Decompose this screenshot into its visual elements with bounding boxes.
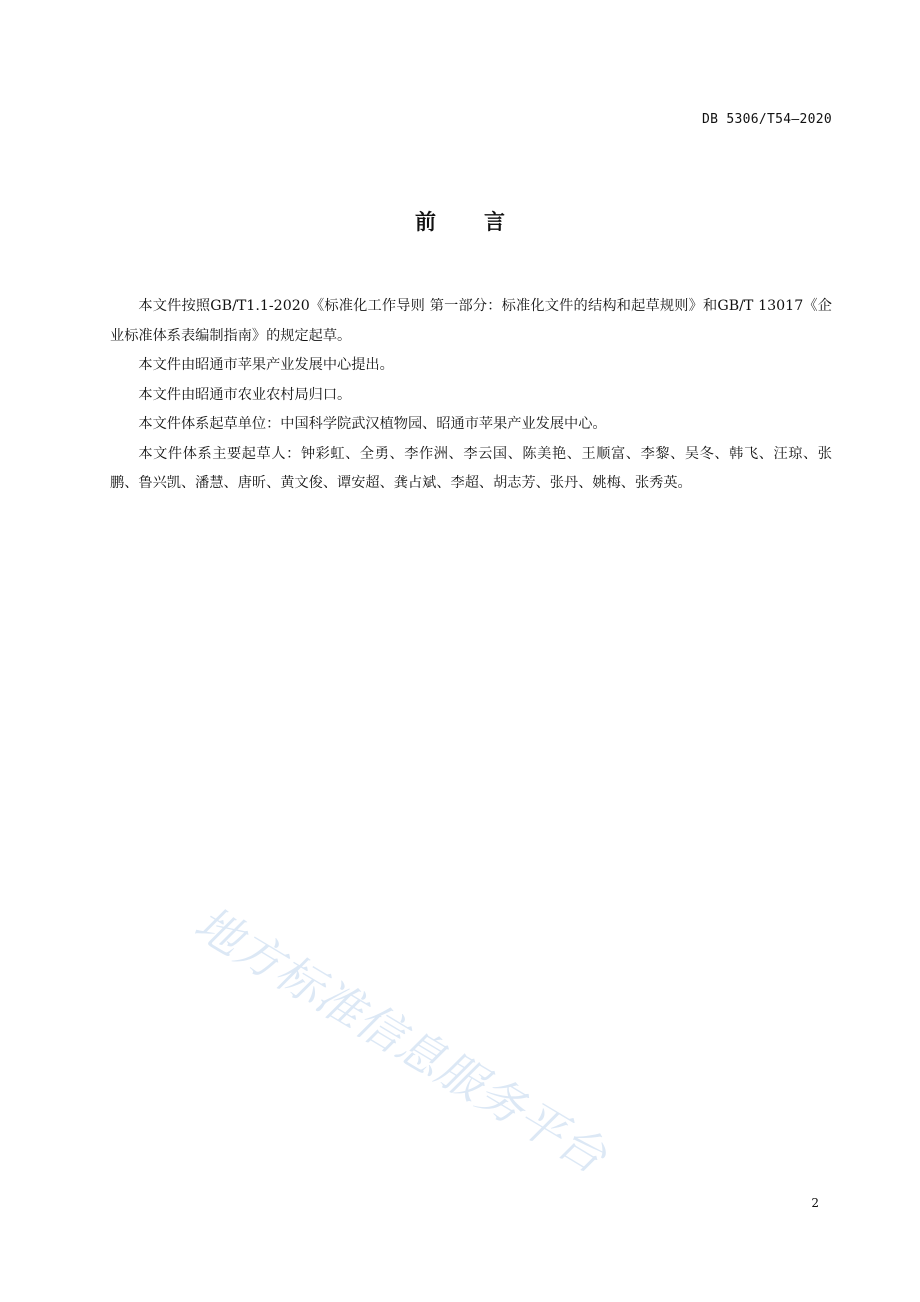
paragraph-proposer: 本文件由昭通市苹果产业发展中心提出。 — [138, 357, 394, 373]
paragraph-drafting-basis: 本文件按照GB/T1.1-2020《标准化工作导则 第一部分：标准化文件的结构和起草规则》和GB/T 13017《企业标准体系表编制指南》的规定起草。 — [110, 298, 832, 344]
title-char-1: 前 — [415, 210, 436, 234]
page-title — [0, 206, 920, 236]
watermark: 地方标准信息服务平台 — [185, 895, 617, 1185]
document-code: DB 5306/T54—2020 — [701, 112, 832, 127]
title-char-2: 言 — [484, 210, 505, 234]
preface-body — [110, 292, 832, 499]
paragraph-drafting-units: 本文件体系起草单位：中国科学院武汉植物园、昭通市苹果产业发展中心。 — [138, 416, 607, 432]
paragraph-administrator: 本文件由昭通市农业农村局归口。 — [138, 386, 352, 403]
page-number: 2 — [811, 1196, 819, 1210]
paragraph-drafters: 本文件体系主要起草人：钟彩虹、全勇、李作洲、李云国、陈美艳、王顺富、李黎、吴冬、韩飞、汪琼、张鹏、鲁兴凯、潘慧、唐昕、黄文俊、谭安超、龚占斌、李超、胡志芳、张丹、姚梅、张秀英。 — [110, 445, 832, 491]
